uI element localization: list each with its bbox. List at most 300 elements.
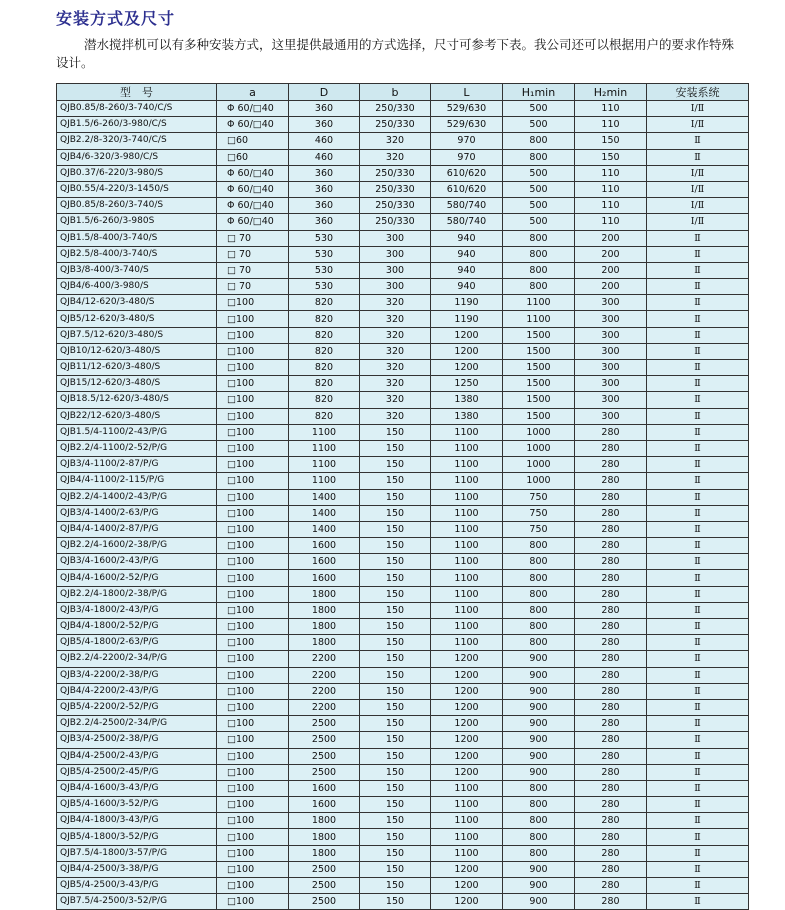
cell-model: QJB5/12-620/3-480/S [57, 311, 217, 327]
cell-d: 1800 [289, 602, 360, 618]
cell-model: QJB7.5/4-1800/3-57/P/G [57, 845, 217, 861]
cell-d: 1100 [289, 457, 360, 473]
cell-b: 250/330 [360, 181, 431, 197]
cell-d: 820 [289, 408, 360, 424]
cell-d: 820 [289, 295, 360, 311]
cell-a: Φ 60/□40 [217, 117, 289, 133]
cell-h2min: 280 [575, 457, 647, 473]
cell-install-system: Ⅱ [647, 797, 749, 813]
cell-install-system: Ⅱ [647, 521, 749, 537]
cell-h2min: 280 [575, 845, 647, 861]
cell-d: 1600 [289, 780, 360, 796]
cell-b: 150 [360, 538, 431, 554]
cell-model: QJB2.2/4-1600/2-38/P/G [57, 538, 217, 554]
cell-b: 150 [360, 861, 431, 877]
cell-l: 1200 [431, 327, 503, 343]
cell-model: QJB2.5/8-400/3-740/S [57, 246, 217, 262]
cell-h2min: 280 [575, 473, 647, 489]
cell-b: 150 [360, 845, 431, 861]
cell-h1min: 900 [503, 748, 575, 764]
cell-h1min: 1100 [503, 311, 575, 327]
cell-install-system: Ⅰ/Ⅱ [647, 181, 749, 197]
cell-l: 1380 [431, 408, 503, 424]
cell-model: QJB4/4-2500/3-38/P/G [57, 861, 217, 877]
cell-model: QJB0.85/8-260/3-740/S [57, 198, 217, 214]
intro-paragraph: 潜水搅拌机可以有多种安装方式，这里提供最通用的方式选择，尺寸可参考下表。我公司还可以根据用户的要求作特殊设计。 [56, 37, 735, 70]
table-row [57, 878, 749, 894]
table-row [57, 764, 749, 780]
cell-model: QJB1.5/4-1100/2-43/P/G [57, 424, 217, 440]
cell-a: □100 [217, 780, 289, 796]
cell-a: □100 [217, 635, 289, 651]
cell-h2min: 280 [575, 878, 647, 894]
cell-b: 300 [360, 230, 431, 246]
cell-h2min: 280 [575, 764, 647, 780]
cell-a: Φ 60/□40 [217, 198, 289, 214]
cell-install-system: Ⅱ [647, 440, 749, 456]
cell-b: 150 [360, 554, 431, 570]
cell-d: 1800 [289, 586, 360, 602]
cell-install-system: Ⅱ [647, 457, 749, 473]
cell-a: □100 [217, 764, 289, 780]
cell-l: 1100 [431, 457, 503, 473]
cell-l: 1100 [431, 424, 503, 440]
table-row [57, 230, 749, 246]
cell-h1min: 750 [503, 521, 575, 537]
table-row [57, 667, 749, 683]
cell-h2min: 280 [575, 861, 647, 877]
table-row [57, 586, 749, 602]
cell-install-system: Ⅱ [647, 376, 749, 392]
table-row [57, 214, 749, 230]
header-row [57, 84, 749, 101]
cell-h2min: 280 [575, 667, 647, 683]
cell-a: □100 [217, 295, 289, 311]
cell-a: □100 [217, 343, 289, 359]
cell-model: QJB4/4-1800/2-52/P/G [57, 619, 217, 635]
cell-install-system: Ⅰ/Ⅱ [647, 198, 749, 214]
cell-d: 820 [289, 360, 360, 376]
cell-h1min: 800 [503, 554, 575, 570]
cell-h2min: 280 [575, 554, 647, 570]
cell-install-system: Ⅱ [647, 279, 749, 295]
cell-l: 580/740 [431, 198, 503, 214]
cell-l: 1200 [431, 732, 503, 748]
cell-d: 2200 [289, 699, 360, 715]
cell-h2min: 200 [575, 246, 647, 262]
cell-h1min: 800 [503, 829, 575, 845]
cell-a: □100 [217, 570, 289, 586]
cell-b: 150 [360, 780, 431, 796]
cell-model: QJB2.2/4-1100/2-52/P/G [57, 440, 217, 456]
cell-b: 320 [360, 133, 431, 149]
cell-l: 940 [431, 230, 503, 246]
cell-h2min: 280 [575, 602, 647, 618]
cell-h2min: 110 [575, 117, 647, 133]
cell-a: □100 [217, 813, 289, 829]
cell-b: 300 [360, 262, 431, 278]
cell-h1min: 1500 [503, 327, 575, 343]
cell-install-system: Ⅱ [647, 619, 749, 635]
cell-install-system: Ⅱ [647, 295, 749, 311]
table-row [57, 262, 749, 278]
cell-model: QJB3/4-1100/2-87/P/G [57, 457, 217, 473]
cell-b: 320 [360, 149, 431, 165]
cell-h1min: 800 [503, 845, 575, 861]
cell-l: 1100 [431, 570, 503, 586]
cell-h1min: 800 [503, 619, 575, 635]
cell-install-system: Ⅱ [647, 602, 749, 618]
cell-b: 150 [360, 505, 431, 521]
cell-install-system: Ⅱ [647, 894, 749, 910]
cell-l: 610/620 [431, 181, 503, 197]
cell-b: 150 [360, 683, 431, 699]
cell-l: 940 [431, 262, 503, 278]
cell-model: QJB5/4-1600/3-52/P/G [57, 797, 217, 813]
cell-h1min: 900 [503, 651, 575, 667]
cell-install-system: Ⅱ [647, 327, 749, 343]
cell-l: 529/630 [431, 101, 503, 117]
cell-model: QJB3/4-2500/2-38/P/G [57, 732, 217, 748]
cell-h2min: 110 [575, 101, 647, 117]
cell-a: Φ 60/□40 [217, 165, 289, 181]
cell-l: 1100 [431, 797, 503, 813]
cell-l: 1200 [431, 683, 503, 699]
cell-a: □ 70 [217, 279, 289, 295]
cell-l: 1380 [431, 392, 503, 408]
cell-h2min: 200 [575, 279, 647, 295]
cell-install-system: Ⅱ [647, 699, 749, 715]
col-header-a: a [217, 84, 289, 101]
cell-h1min: 800 [503, 279, 575, 295]
cell-l: 1200 [431, 861, 503, 877]
cell-d: 1400 [289, 489, 360, 505]
cell-install-system: Ⅱ [647, 408, 749, 424]
cell-h1min: 750 [503, 489, 575, 505]
cell-l: 1200 [431, 748, 503, 764]
cell-model: QJB3/4-1400/2-63/P/G [57, 505, 217, 521]
table-row [57, 845, 749, 861]
cell-install-system: Ⅱ [647, 311, 749, 327]
cell-b: 250/330 [360, 165, 431, 181]
table-row [57, 797, 749, 813]
cell-b: 150 [360, 732, 431, 748]
cell-model: QJB2.2/4-2200/2-34/P/G [57, 651, 217, 667]
cell-install-system: Ⅰ/Ⅱ [647, 214, 749, 230]
cell-model: QJB11/12-620/3-480/S [57, 360, 217, 376]
cell-model: QJB5/4-1800/2-63/P/G [57, 635, 217, 651]
cell-h1min: 1500 [503, 376, 575, 392]
cell-h2min: 110 [575, 181, 647, 197]
cell-model: QJB4/4-1100/2-115/P/G [57, 473, 217, 489]
cell-model: QJB5/4-2500/3-43/P/G [57, 878, 217, 894]
cell-b: 250/330 [360, 101, 431, 117]
cell-d: 1100 [289, 424, 360, 440]
col-header-b: b [360, 84, 431, 101]
cell-a: □60 [217, 149, 289, 165]
cell-d: 360 [289, 165, 360, 181]
cell-d: 1100 [289, 440, 360, 456]
table-row [57, 861, 749, 877]
table-row [57, 311, 749, 327]
cell-d: 1800 [289, 619, 360, 635]
table-row [57, 635, 749, 651]
cell-h2min: 280 [575, 748, 647, 764]
cell-h2min: 280 [575, 732, 647, 748]
cell-l: 1100 [431, 813, 503, 829]
cell-b: 320 [360, 295, 431, 311]
cell-model: QJB2.2/4-1400/2-43/P/G [57, 489, 217, 505]
cell-h1min: 800 [503, 149, 575, 165]
cell-d: 1100 [289, 473, 360, 489]
cell-h2min: 280 [575, 797, 647, 813]
cell-h2min: 280 [575, 521, 647, 537]
cell-l: 1190 [431, 295, 503, 311]
cell-install-system: Ⅱ [647, 683, 749, 699]
cell-install-system: Ⅱ [647, 392, 749, 408]
cell-h2min: 280 [575, 440, 647, 456]
cell-b: 150 [360, 619, 431, 635]
table-row [57, 780, 749, 796]
cell-model: QJB1.5/8-400/3-740/S [57, 230, 217, 246]
cell-install-system: Ⅱ [647, 845, 749, 861]
cell-d: 1600 [289, 797, 360, 813]
cell-model: QJB10/12-620/3-480/S [57, 343, 217, 359]
cell-a: Φ 60/□40 [217, 101, 289, 117]
cell-d: 2200 [289, 683, 360, 699]
table-row [57, 570, 749, 586]
cell-h2min: 280 [575, 424, 647, 440]
cell-h2min: 280 [575, 894, 647, 910]
cell-install-system: Ⅱ [647, 246, 749, 262]
cell-model: QJB3/4-1800/2-43/P/G [57, 602, 217, 618]
cell-l: 1200 [431, 360, 503, 376]
cell-d: 1800 [289, 829, 360, 845]
cell-d: 820 [289, 327, 360, 343]
cell-h2min: 300 [575, 311, 647, 327]
cell-h2min: 300 [575, 408, 647, 424]
cell-h1min: 800 [503, 780, 575, 796]
cell-a: □100 [217, 861, 289, 877]
cell-l: 1100 [431, 829, 503, 845]
cell-model: QJB3/8-400/3-740/S [57, 262, 217, 278]
cell-a: □100 [217, 651, 289, 667]
cell-h1min: 1500 [503, 343, 575, 359]
cell-d: 460 [289, 149, 360, 165]
cell-a: □100 [217, 732, 289, 748]
cell-h1min: 1500 [503, 408, 575, 424]
cell-model: QJB5/4-2500/2-45/P/G [57, 764, 217, 780]
cell-d: 2500 [289, 732, 360, 748]
cell-a: □100 [217, 408, 289, 424]
cell-install-system: Ⅱ [647, 262, 749, 278]
cell-model: QJB4/6-400/3-980/S [57, 279, 217, 295]
cell-d: 360 [289, 117, 360, 133]
cell-l: 580/740 [431, 214, 503, 230]
cell-d: 360 [289, 181, 360, 197]
cell-h1min: 800 [503, 262, 575, 278]
cell-model: QJB4/6-320/3-980/C/S [57, 149, 217, 165]
cell-h1min: 900 [503, 683, 575, 699]
cell-h2min: 150 [575, 149, 647, 165]
cell-l: 1200 [431, 343, 503, 359]
cell-install-system: Ⅱ [647, 878, 749, 894]
cell-a: □100 [217, 424, 289, 440]
cell-a: □100 [217, 311, 289, 327]
cell-install-system: Ⅱ [647, 651, 749, 667]
cell-model: QJB15/12-620/3-480/S [57, 376, 217, 392]
cell-install-system: Ⅱ [647, 424, 749, 440]
cell-h2min: 280 [575, 699, 647, 715]
cell-b: 150 [360, 716, 431, 732]
cell-d: 2500 [289, 894, 360, 910]
col-header-install-system: 安装系统 [647, 84, 749, 101]
cell-model: QJB1.5/6-260/3-980S [57, 214, 217, 230]
cell-a: □100 [217, 683, 289, 699]
cell-b: 320 [360, 360, 431, 376]
cell-h2min: 280 [575, 505, 647, 521]
cell-model: QJB3/4-2200/2-38/P/G [57, 667, 217, 683]
cell-d: 2500 [289, 764, 360, 780]
cell-l: 940 [431, 279, 503, 295]
cell-b: 150 [360, 651, 431, 667]
cell-b: 320 [360, 311, 431, 327]
cell-a: □100 [217, 473, 289, 489]
cell-b: 320 [360, 343, 431, 359]
cell-install-system: Ⅱ [647, 489, 749, 505]
cell-b: 150 [360, 602, 431, 618]
cell-h1min: 500 [503, 198, 575, 214]
table-row [57, 343, 749, 359]
table-row [57, 376, 749, 392]
cell-h1min: 750 [503, 505, 575, 521]
cell-model: QJB4/12-620/3-480/S [57, 295, 217, 311]
cell-b: 150 [360, 813, 431, 829]
table-row [57, 440, 749, 456]
cell-h2min: 300 [575, 376, 647, 392]
cell-l: 610/620 [431, 165, 503, 181]
table-row [57, 732, 749, 748]
cell-install-system: Ⅱ [647, 716, 749, 732]
cell-d: 2200 [289, 651, 360, 667]
cell-h2min: 280 [575, 570, 647, 586]
table-row [57, 327, 749, 343]
cell-l: 970 [431, 133, 503, 149]
cell-a: □ 70 [217, 230, 289, 246]
cell-a: □100 [217, 602, 289, 618]
cell-model: QJB3/4-1600/2-43/P/G [57, 554, 217, 570]
cell-b: 150 [360, 586, 431, 602]
cell-model: QJB4/4-1600/3-43/P/G [57, 780, 217, 796]
cell-a: □100 [217, 894, 289, 910]
cell-a: □100 [217, 699, 289, 715]
cell-b: 320 [360, 392, 431, 408]
cell-h2min: 300 [575, 295, 647, 311]
table-row [57, 392, 749, 408]
cell-a: □ 70 [217, 246, 289, 262]
cell-h1min: 800 [503, 133, 575, 149]
cell-l: 1100 [431, 538, 503, 554]
cell-l: 1200 [431, 651, 503, 667]
cell-h1min: 900 [503, 764, 575, 780]
table-row [57, 117, 749, 133]
cell-a: □100 [217, 554, 289, 570]
cell-install-system: Ⅱ [647, 813, 749, 829]
cell-h2min: 280 [575, 619, 647, 635]
cell-a: □100 [217, 538, 289, 554]
cell-install-system: Ⅱ [647, 505, 749, 521]
cell-l: 1100 [431, 505, 503, 521]
cell-l: 1200 [431, 716, 503, 732]
cell-h1min: 800 [503, 230, 575, 246]
table-row [57, 198, 749, 214]
cell-install-system: Ⅰ/Ⅱ [647, 101, 749, 117]
cell-h2min: 280 [575, 683, 647, 699]
table-header [57, 84, 749, 101]
cell-b: 150 [360, 748, 431, 764]
cell-a: □100 [217, 505, 289, 521]
cell-l: 1100 [431, 602, 503, 618]
cell-model: QJB4/4-1600/2-52/P/G [57, 570, 217, 586]
cell-h1min: 800 [503, 635, 575, 651]
cell-d: 2500 [289, 878, 360, 894]
cell-b: 150 [360, 699, 431, 715]
cell-h1min: 500 [503, 214, 575, 230]
cell-h2min: 200 [575, 262, 647, 278]
cell-h1min: 1500 [503, 392, 575, 408]
col-header-d: D [289, 84, 360, 101]
table-row [57, 748, 749, 764]
cell-l: 1100 [431, 586, 503, 602]
cell-install-system: Ⅱ [647, 570, 749, 586]
cell-a: □ 70 [217, 262, 289, 278]
cell-a: □60 [217, 133, 289, 149]
cell-d: 360 [289, 198, 360, 214]
cell-d: 1400 [289, 505, 360, 521]
cell-d: 820 [289, 311, 360, 327]
cell-d: 820 [289, 343, 360, 359]
cell-a: □100 [217, 360, 289, 376]
cell-h2min: 280 [575, 538, 647, 554]
cell-a: □100 [217, 457, 289, 473]
cell-d: 820 [289, 392, 360, 408]
cell-install-system: Ⅱ [647, 343, 749, 359]
cell-model: QJB1.5/6-260/3-980/C/S [57, 117, 217, 133]
page-title: 安装方式及尺寸 [56, 9, 176, 28]
cell-l: 1100 [431, 780, 503, 796]
cell-b: 150 [360, 473, 431, 489]
cell-model: QJB2.2/4-1800/2-38/P/G [57, 586, 217, 602]
cell-b: 150 [360, 635, 431, 651]
cell-b: 150 [360, 570, 431, 586]
table-row [57, 894, 749, 910]
col-header-h1min: H₁min [503, 84, 575, 101]
table-row [57, 424, 749, 440]
cell-h2min: 200 [575, 230, 647, 246]
spec-table [56, 83, 749, 910]
cell-h1min: 900 [503, 894, 575, 910]
cell-install-system: Ⅱ [647, 764, 749, 780]
cell-h1min: 900 [503, 878, 575, 894]
cell-l: 1200 [431, 878, 503, 894]
cell-h1min: 500 [503, 101, 575, 117]
cell-install-system: Ⅱ [647, 732, 749, 748]
cell-h1min: 800 [503, 586, 575, 602]
cell-a: □100 [217, 878, 289, 894]
cell-install-system: Ⅱ [647, 554, 749, 570]
cell-h1min: 900 [503, 732, 575, 748]
cell-b: 320 [360, 327, 431, 343]
